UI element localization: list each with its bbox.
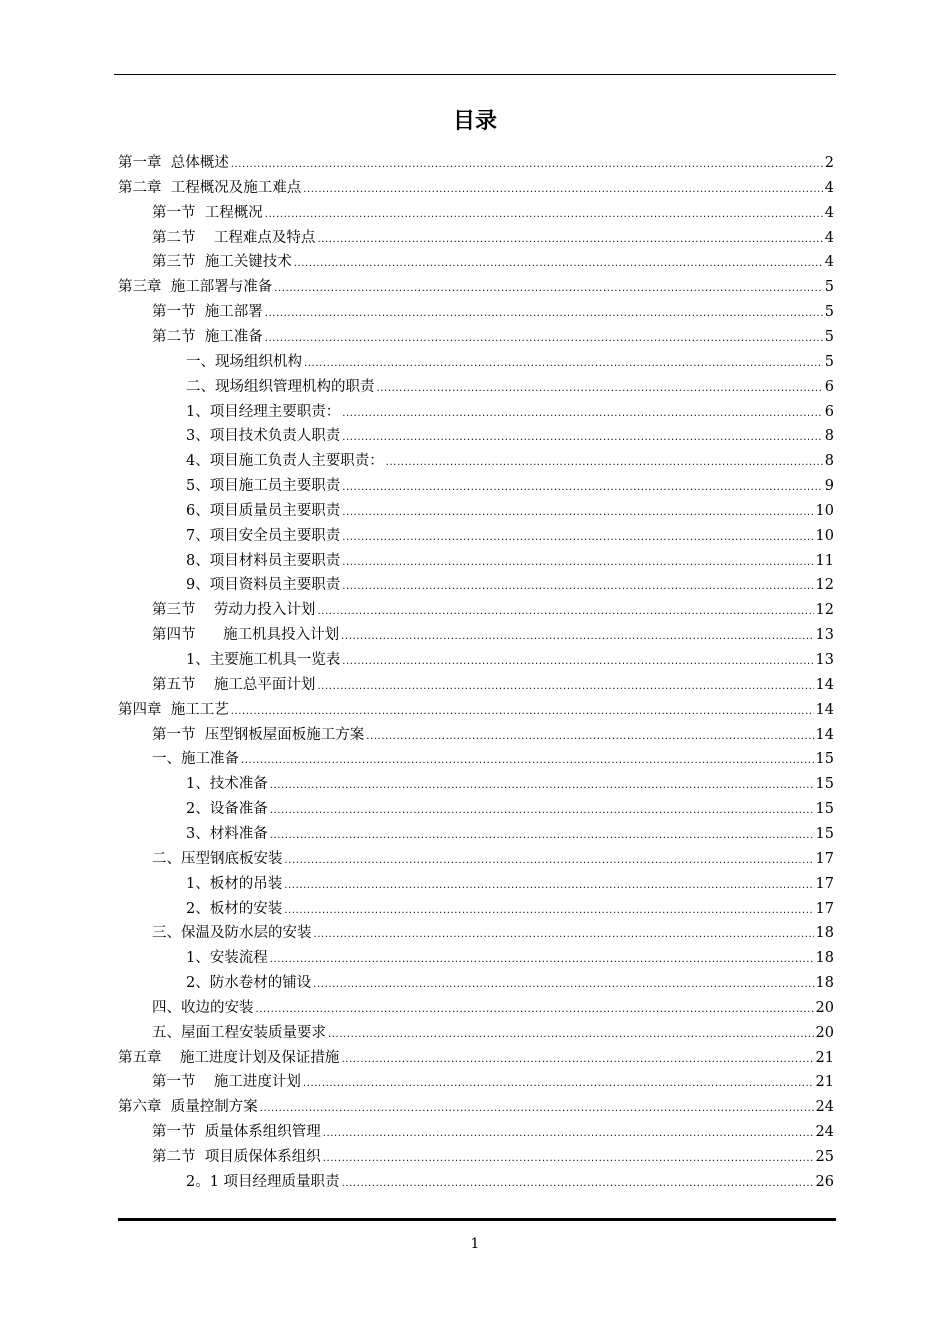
toc-entry-title: 6、项目质量员主要职责 <box>186 502 341 519</box>
toc-entry-title: 1、主要施工机具一览表 <box>186 652 341 668</box>
toc-leader-dots <box>317 674 813 699</box>
toc-entry-title: 2。1 项目经理质量职责 <box>186 1173 340 1190</box>
toc-entry-title: 第三节 劳动力投入计划 <box>152 602 316 619</box>
toc-entry-page: 13 <box>815 652 834 668</box>
toc-entry-page: 10 <box>815 502 834 519</box>
toc-entry-page: 12 <box>815 577 834 594</box>
toc-entry-title: 第四章 施工工艺 <box>118 701 229 718</box>
toc-entry-page: 14 <box>815 676 834 693</box>
toc-entry-page: 20 <box>815 999 834 1016</box>
toc-leader-dots <box>274 276 823 301</box>
toc-entry-title: 第六章 质量控制方案 <box>118 1099 258 1116</box>
toc-entry[interactable] <box>152 1070 834 1095</box>
toc-entry[interactable] <box>118 698 834 723</box>
toc-entry-page: 10 <box>815 527 834 544</box>
toc-entry-title: 4、项目施工负责人主要职责： <box>186 453 384 470</box>
toc-leader-dots <box>231 699 814 724</box>
toc-leader-dots <box>323 1121 814 1146</box>
toc-leader-dots <box>303 177 823 202</box>
toc-leader-dots <box>377 376 823 401</box>
toc-leader-dots <box>256 997 814 1022</box>
toc-entry[interactable] <box>152 1021 834 1046</box>
toc-entry[interactable] <box>152 250 834 275</box>
toc-entry[interactable] <box>152 226 834 251</box>
toc-entry-title: 7、项目安全员主要职责 <box>186 527 341 544</box>
toc-entry[interactable] <box>152 300 834 325</box>
toc-entry[interactable] <box>186 872 834 897</box>
toc-entry-page: 15 <box>815 825 834 842</box>
toc-entry-title: 第三节 施工关键技术 <box>152 254 292 271</box>
toc-entry-title: 第一节 施工部署 <box>152 304 263 321</box>
toc-entry[interactable] <box>152 325 834 350</box>
toc-leader-dots <box>317 599 813 624</box>
toc-entry[interactable] <box>186 375 834 400</box>
toc-entry-title: 3、材料准备 <box>186 825 268 842</box>
toc-leader-dots <box>317 227 822 252</box>
toc-entry[interactable] <box>186 772 834 797</box>
toc-entry-title: 二、现场组织管理机构的职责 <box>186 378 375 395</box>
toc-entry[interactable] <box>186 573 834 598</box>
toc-entry[interactable] <box>152 1145 834 1170</box>
toc-entry-page: 24 <box>815 1099 834 1116</box>
toc-entry[interactable] <box>152 623 834 648</box>
toc-entry-page: 6 <box>824 403 834 420</box>
toc-leader-dots <box>241 748 814 773</box>
toc-entry-title: 第三章 施工部署与准备 <box>118 279 273 296</box>
toc-leader-dots <box>342 574 813 599</box>
toc-entry[interactable] <box>118 1095 834 1120</box>
toc-entry-page: 11 <box>815 552 834 569</box>
toc-entry-title: 第二节 项目质保体系组织 <box>152 1149 321 1165</box>
toc-entry-title: 第一节 质量体系组织管理 <box>152 1124 321 1141</box>
toc-leader-dots <box>260 1096 814 1121</box>
toc-entry-title: 第一节 工程概况 <box>152 204 263 221</box>
toc-entry-title: 一、施工准备 <box>152 751 239 768</box>
toc-leader-dots <box>284 898 813 923</box>
toc-leader-dots <box>314 922 814 947</box>
toc-entry[interactable] <box>186 971 834 996</box>
toc-entry-page: 17 <box>815 850 834 867</box>
toc-entry[interactable] <box>186 946 834 971</box>
toc-entry-page: 20 <box>815 1024 834 1041</box>
toc-entry-page: 5 <box>824 328 834 345</box>
toc-entry[interactable] <box>186 549 834 574</box>
toc-entry[interactable] <box>186 350 834 375</box>
toc-entry-page: 21 <box>815 1049 834 1066</box>
toc-entry[interactable] <box>186 1170 834 1195</box>
header-rule <box>114 74 836 75</box>
toc-leader-dots <box>342 401 823 426</box>
toc-entry-page: 24 <box>815 1124 834 1141</box>
page-number: 1 <box>470 1236 480 1252</box>
toc-entry-page: 21 <box>815 1074 834 1091</box>
toc-leader-dots <box>341 1047 813 1072</box>
toc-entry-title: 2、防水卷材的铺设 <box>186 975 312 992</box>
toc-entry-page: 17 <box>815 875 834 892</box>
toc-entry-page: 5 <box>824 279 834 296</box>
toc-entry-title: 1、技术准备 <box>186 776 268 793</box>
toc-entry[interactable] <box>152 201 834 226</box>
toc-leader-dots <box>270 823 814 848</box>
toc-entry-title: 第四节 施工机具投入计划 <box>152 627 340 644</box>
toc-entry-page: 4 <box>824 254 834 271</box>
toc-entry[interactable] <box>152 921 834 946</box>
toc-entry-page: 14 <box>815 701 834 718</box>
toc-entry-page: 15 <box>815 776 834 793</box>
toc-entry-page: 4 <box>824 229 834 246</box>
toc-leader-dots <box>265 202 823 227</box>
toc-leader-dots <box>342 500 813 525</box>
toc-entry[interactable] <box>152 996 834 1021</box>
toc-entry-title: 第五节 施工总平面计划 <box>152 676 316 693</box>
toc-entry[interactable] <box>152 847 834 872</box>
toc-entry[interactable] <box>152 1120 834 1145</box>
toc-leader-dots <box>285 848 814 873</box>
toc-leader-dots <box>342 550 813 575</box>
toc-entry[interactable] <box>186 400 834 425</box>
toc-entry-page: 26 <box>815 1173 834 1190</box>
toc-entry-title: 1、项目经理主要职责： <box>186 403 341 420</box>
toc-leader-dots <box>284 873 813 898</box>
toc-entry[interactable] <box>186 474 834 499</box>
toc-entry-page: 18 <box>815 925 834 942</box>
toc-entry-title: 3、项目技术负责人职责 <box>186 428 341 445</box>
toc-entry[interactable] <box>186 524 834 549</box>
toc-entry-title: 9、项目资料员主要职责 <box>186 577 341 594</box>
toc-entry-title: 8、项目材料员主要职责 <box>186 552 341 569</box>
toc-entry-page: 17 <box>815 900 834 917</box>
toc-entry-title: 三、保温及防水层的安装 <box>152 925 312 942</box>
toc-leader-dots <box>270 773 814 798</box>
toc-entry-page: 25 <box>815 1149 834 1165</box>
toc-entry-page: 9 <box>824 478 834 495</box>
toc-entry-page: 18 <box>815 975 834 992</box>
toc-entry-title: 第一章 总体概述 <box>118 155 229 171</box>
toc-leader-dots <box>294 251 823 276</box>
toc-entry-title: 1、板材的吊装 <box>186 875 283 892</box>
toc-leader-dots <box>342 425 823 450</box>
toc-entry[interactable] <box>152 747 834 772</box>
toc-entry[interactable] <box>118 1046 834 1071</box>
page-title: 目录 <box>452 109 497 134</box>
toc-entry[interactable] <box>152 673 834 698</box>
toc-entry-title: 第一节 压型钢板屋面板施工方案 <box>152 726 365 743</box>
toc-entry-page: 14 <box>815 726 834 743</box>
toc-leader-dots <box>304 351 823 376</box>
toc-leader-dots <box>270 798 814 823</box>
toc-entry-title: 1、安装流程 <box>186 950 268 967</box>
toc-entry[interactable] <box>118 151 834 176</box>
toc-entry[interactable] <box>186 822 834 847</box>
toc-entry-title: 第二节 工程难点及特点 <box>152 229 316 246</box>
footer-rule <box>118 1218 836 1221</box>
toc-entry-title: 一、现场组织机构 <box>186 353 302 370</box>
toc-entry-page: 13 <box>815 627 834 644</box>
toc-entry-title: 第五章 施工进度计划及保证措施 <box>118 1049 340 1066</box>
toc-leader-dots <box>341 624 813 649</box>
toc-entry[interactable] <box>186 648 834 673</box>
toc-entry[interactable] <box>186 797 834 822</box>
toc-entry[interactable] <box>118 275 834 300</box>
toc-entry[interactable] <box>118 176 834 201</box>
toc-leader-dots <box>342 525 813 550</box>
toc-leader-dots <box>265 326 823 351</box>
toc-entry-title: 5、项目施工员主要职责 <box>186 478 341 495</box>
toc-entry-page: 6 <box>824 378 834 395</box>
toc-entry-page: 8 <box>824 453 834 470</box>
toc-leader-dots <box>386 450 823 475</box>
toc-entry-title: 第二章 工程概况及施工难点 <box>118 179 302 196</box>
toc-leader-dots <box>231 152 823 177</box>
toc-leader-dots <box>342 649 813 674</box>
toc-leader-dots <box>366 724 813 749</box>
toc-entry-page: 15 <box>815 801 834 818</box>
toc-leader-dots <box>323 1146 814 1171</box>
toc-entry-page: 4 <box>824 179 834 196</box>
toc-entry-page: 18 <box>815 950 834 967</box>
toc-entry-page: 12 <box>815 602 834 619</box>
toc-entry[interactable] <box>186 449 834 474</box>
toc-leader-dots <box>270 947 814 972</box>
toc-leader-dots <box>313 972 813 997</box>
toc-entry-page: 4 <box>824 204 834 221</box>
toc-entry-title: 五、屋面工程安装质量要求 <box>152 1024 326 1041</box>
toc-leader-dots <box>265 301 823 326</box>
toc-entry[interactable] <box>186 499 834 524</box>
toc-entry-title: 四、收边的安装 <box>152 999 254 1016</box>
toc-entry[interactable] <box>152 723 834 748</box>
toc-entry-page: 5 <box>824 353 834 370</box>
toc-leader-dots <box>303 1071 814 1096</box>
toc-entry-page: 8 <box>824 428 834 445</box>
toc-entry-page: 5 <box>824 304 834 321</box>
toc-entry-title: 2、板材的安装 <box>186 900 283 917</box>
toc-entry-page: 2 <box>824 155 834 171</box>
toc-entry[interactable] <box>152 598 834 623</box>
toc-entry[interactable] <box>186 424 834 449</box>
toc-entry-page: 15 <box>815 751 834 768</box>
toc-entry-title: 第一节 施工进度计划 <box>152 1074 301 1091</box>
toc-leader-dots <box>342 1171 814 1196</box>
toc-entry[interactable] <box>186 897 834 922</box>
toc-leader-dots <box>342 475 823 500</box>
toc-entry-title: 第二节 施工准备 <box>152 328 263 345</box>
toc-leader-dots <box>328 1022 814 1047</box>
toc-entry-title: 二、压型钢底板安装 <box>152 850 283 867</box>
toc-entry-title: 2、设备准备 <box>186 801 268 818</box>
